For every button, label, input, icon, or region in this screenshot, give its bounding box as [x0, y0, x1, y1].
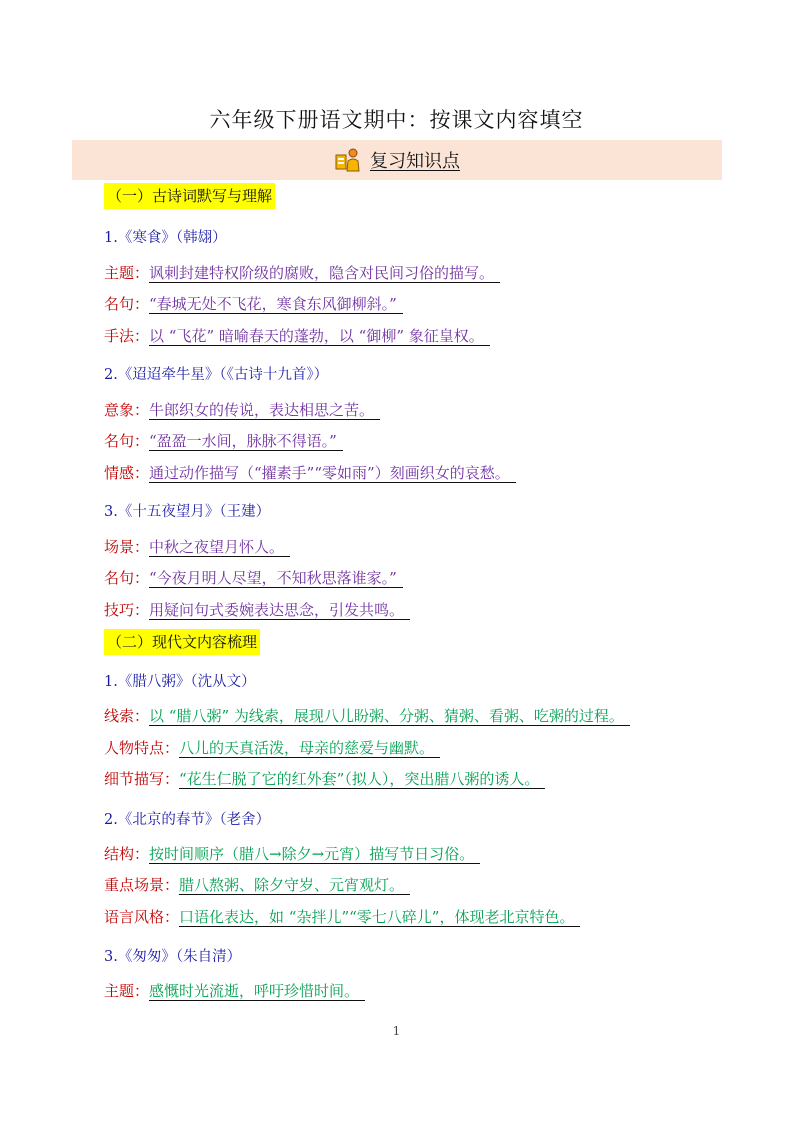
- line-label: 名句：: [104, 569, 150, 587]
- reading-person-icon: [334, 147, 362, 173]
- item-title: 3.《十五夜望月》（王建）: [104, 504, 271, 520]
- line-label: 主题：: [104, 264, 150, 282]
- line-label: 意象：: [104, 401, 150, 419]
- line-label: 细节描写：: [104, 770, 180, 788]
- line-value: “今夜月明人尽望，不知秋思落谁家。”: [149, 569, 403, 588]
- line-label: 手法：: [104, 327, 150, 345]
- line-value: 以 “飞花” 暗喻春天的蓬勃，以 “御柳” 象征皇权。: [149, 327, 490, 346]
- content-line: [104, 875, 410, 895]
- line-value: 以 “腊八粥” 为线索，展现八儿盼粥、分粥、猜粥、看粥、吃粥的过程。: [149, 707, 630, 726]
- item-title: 2.《迢迢牵牛星》（《古诗十九首》）: [104, 367, 329, 383]
- section-heading-poetry: （一）古诗词默写与理解: [104, 183, 275, 209]
- line-label: 重点场景：: [104, 876, 180, 894]
- line-label: 名句：: [104, 295, 150, 313]
- line-value: 感慨时光流逝，呼吁珍惜时间。: [149, 982, 365, 1001]
- line-value: 按时间顺序（腊八→除夕→元宵）描写节日习俗。: [149, 845, 480, 864]
- line-value: 牛郎织女的传说，表达相思之苦。: [149, 401, 380, 420]
- page-title: 六年级下册语文期中：按课文内容填空: [209, 108, 584, 132]
- content-line: [104, 706, 630, 726]
- line-label: 线索：: [104, 707, 150, 725]
- line-value: 讽刺封建特权阶级的腐败，隐含对民间习俗的描写。: [149, 264, 500, 283]
- line-value: 中秋之夜望月怀人。: [149, 538, 290, 557]
- content-line: [104, 463, 516, 483]
- content-line: [104, 769, 545, 789]
- line-value: 通过动作描写（“擢素手”“零如雨”）刻画织女的哀愁。: [149, 464, 516, 483]
- line-value: “盈盈一水间，脉脉不得语。”: [149, 432, 343, 451]
- line-label: 结构：: [104, 845, 150, 863]
- line-label: 主题：: [104, 982, 150, 1000]
- line-value: 八儿的天真活泼，母亲的慈爱与幽默。: [179, 739, 440, 758]
- line-value: “春城无处不飞花，寒食东风御柳斜。”: [149, 295, 403, 314]
- line-value: 腊八熬粥、除夕守岁、元宵观灯。: [179, 876, 410, 895]
- content-line: [104, 400, 380, 420]
- item-title: 1.《腊八粥》（沈从文）: [104, 674, 256, 690]
- item-title: 1.《寒食》（韩翃）: [104, 230, 227, 246]
- section-heading-prose: （二）现代文内容梳理: [104, 629, 260, 655]
- line-label: 情感：: [104, 464, 150, 482]
- line-value: 用疑问句式委婉表达思念，引发共鸣。: [149, 601, 410, 620]
- item-title: 2.《北京的春节》（老舍）: [104, 812, 271, 828]
- content-line: [104, 981, 365, 1001]
- line-value: 口语化表达，如 “杂拌儿”“零七八碎儿”，体现老北京特色。: [179, 908, 580, 927]
- line-label: 名句：: [104, 432, 150, 450]
- line-label: 场景：: [104, 538, 150, 556]
- line-label: 技巧：: [104, 601, 150, 619]
- line-label: 人物特点：: [104, 739, 180, 757]
- content-line: [104, 326, 490, 346]
- line-value: “花生仁脱了它的红外套”（拟人），突出腊八粥的诱人。: [179, 770, 545, 789]
- content-line: [104, 738, 440, 758]
- banner-title: 复习知识点: [370, 151, 460, 172]
- content-line: [104, 431, 343, 451]
- content-line: [104, 263, 500, 283]
- content-line: [104, 294, 403, 314]
- item-title: 3.《匆匆》（朱自清）: [104, 949, 242, 965]
- content-line: [104, 844, 480, 864]
- content-line: [104, 907, 580, 927]
- content-line: [104, 600, 410, 620]
- content-line: [104, 568, 403, 588]
- page-number: 1: [392, 1024, 401, 1038]
- line-label: 语言风格：: [104, 908, 180, 926]
- content-line: [104, 537, 290, 557]
- review-banner: [72, 140, 722, 180]
